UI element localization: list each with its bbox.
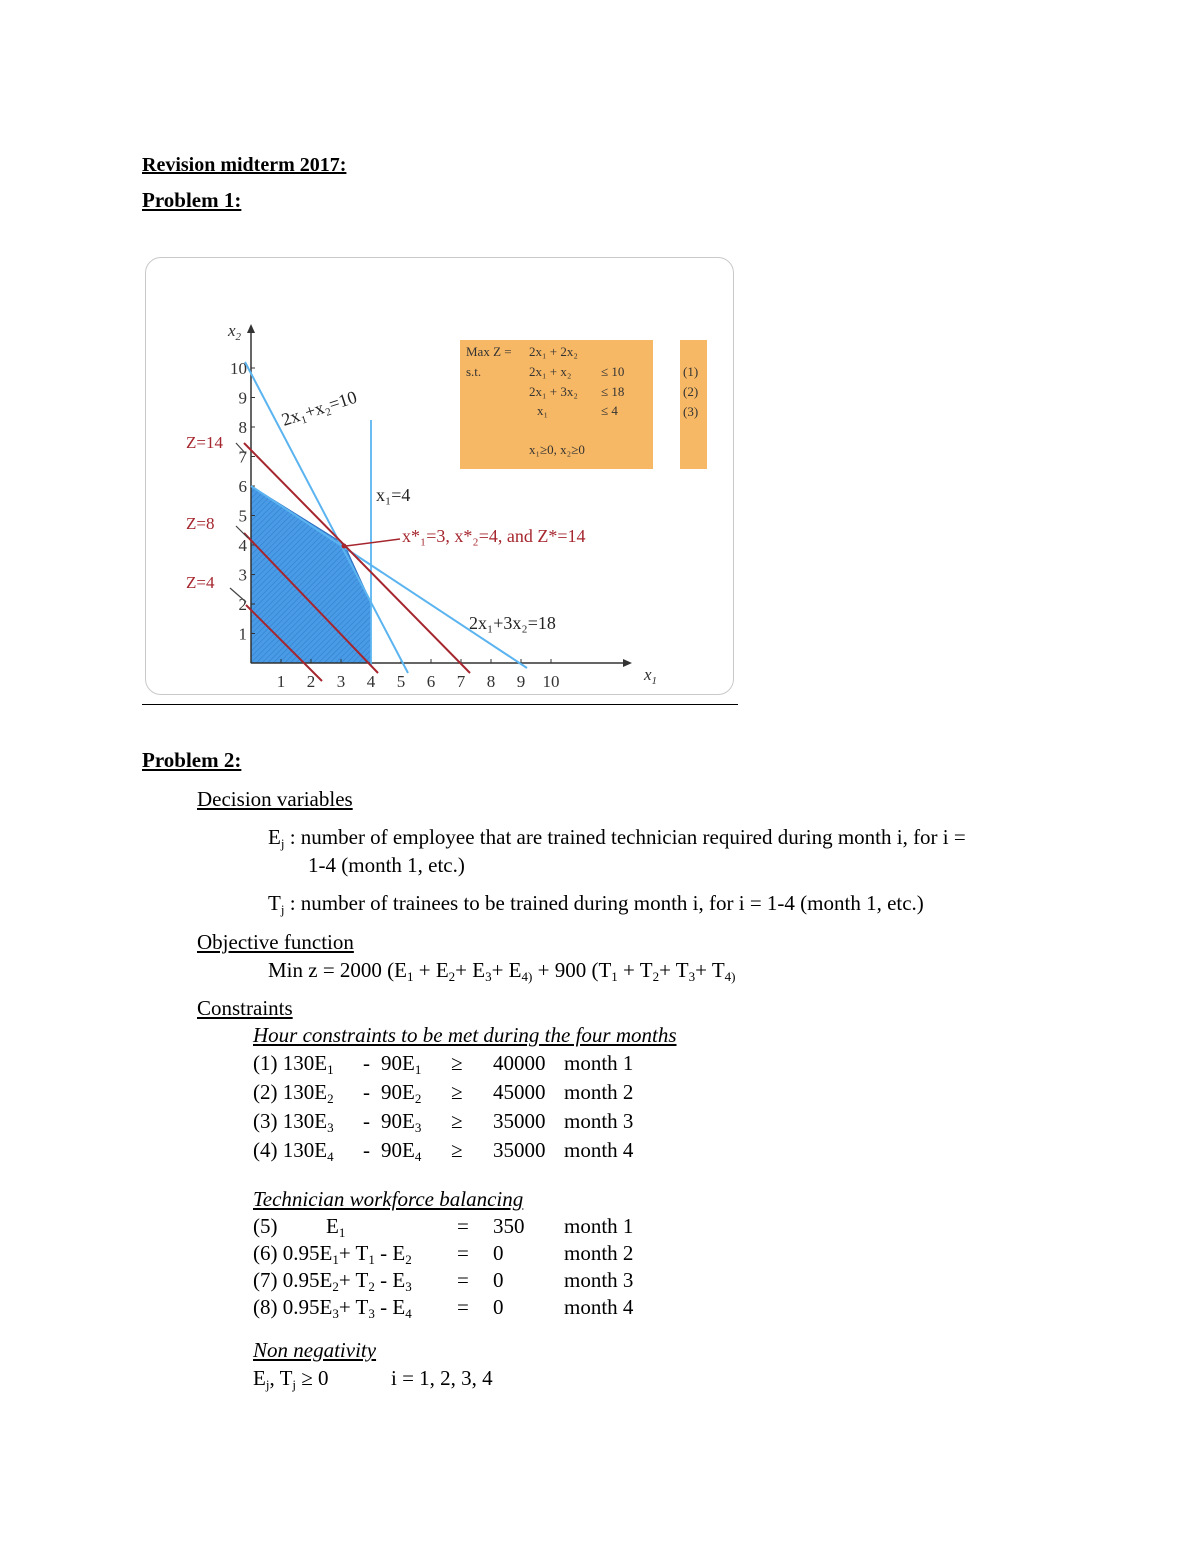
y-tick-label: 10 (230, 359, 247, 378)
svg-text:2x₁ + 3x₂: 2x₁ + 3x₂ (529, 384, 578, 399)
optimum-point (342, 544, 347, 549)
x-tick-label: 8 (486, 672, 496, 691)
equals-sign: = (457, 1214, 469, 1238)
x-tick-label: 3 (336, 672, 346, 691)
lhs-term: (4) $130E_4$ (253, 1138, 334, 1164)
y-tick-label: 2 (238, 595, 247, 614)
constraint-line-2-label: 2x₁+3x₂=18 (469, 613, 556, 633)
lp-graph-figure (145, 257, 734, 695)
optimum-label: x*₁=3, x*₂=4, and Z*=14 (402, 526, 586, 546)
svg-text:s.t.: s.t. (466, 364, 482, 379)
y-axis-label: $x_2$ (228, 321, 242, 343)
workforce-balancing-heading: Technician workforce balancing (253, 1187, 524, 1211)
month-label: month 2 (564, 1241, 634, 1265)
z4-label: Z=4 (186, 573, 215, 592)
svg-text:x₁: x₁ (537, 403, 549, 418)
non-negativity-constraint: $E_j$, $T_j \ge 0$ (253, 1366, 329, 1392)
y-tick-label: 5 (238, 506, 247, 526)
equals-sign: = (457, 1268, 469, 1292)
y-tick-label: 8 (238, 418, 247, 437)
x-tick-label: 4 (366, 672, 376, 691)
rhs-value: 35000 (493, 1109, 546, 1133)
hour-constraints-heading: Hour constraints to be met during the four months (253, 1023, 677, 1047)
svg-text:(1): (1) (683, 364, 699, 379)
minus-sign: - (363, 1109, 370, 1133)
rhs-term: $90E_3$ (381, 1109, 422, 1135)
svg-text:≤ 10: ≤ 10 (601, 364, 625, 379)
inequality-sign: ≥ (451, 1109, 463, 1133)
z8-label: Z=8 (186, 514, 215, 533)
objective-function-heading: Objective function (197, 930, 354, 954)
lhs-term: (7) $0.95E_2+ T_2 - E_3$ (253, 1268, 412, 1294)
rhs-value: 45000 (493, 1080, 546, 1104)
x-tick-label: 10 (542, 672, 560, 691)
rhs-term: $90E_2$ (381, 1080, 422, 1106)
constraint-line-3-label: x₁=4 (376, 485, 411, 505)
rhs-value: 0 (493, 1295, 504, 1319)
rhs-value: 40000 (493, 1051, 546, 1075)
svg-text:(3): (3) (683, 404, 699, 419)
svg-text:Max Z =: Max Z = (466, 344, 512, 359)
y-tick-label: 4 (238, 536, 247, 555)
x-axis-label: $x_1$ (644, 665, 658, 687)
rhs-term: $90E_4$ (381, 1138, 422, 1164)
y-tick-label: 1 (238, 624, 247, 644)
lhs-term: (8) $0.95E_3+ T_3 - E_4$ (253, 1295, 412, 1321)
x-tick-label: 9 (516, 672, 526, 691)
decision-variables-heading: Decision variables (197, 787, 353, 811)
inequality-sign: ≥ (451, 1138, 463, 1162)
lhs-term: (2) $130E_2$ (253, 1080, 334, 1106)
month-label: month 4 (564, 1295, 634, 1319)
x-tick-label: 2 (306, 672, 316, 691)
document-title: Revision midterm 2017: (142, 154, 347, 176)
y-axis-arrow (247, 324, 255, 333)
month-label: month 4 (564, 1138, 634, 1162)
x-tick-label: 7 (456, 672, 466, 691)
lhs-term: (3) $130E_3$ (253, 1109, 334, 1135)
svg-text:2x₁ + x₂: 2x₁ + x₂ (529, 364, 572, 379)
svg-text:2x₁ + 2x₂: 2x₁ + 2x₂ (529, 344, 578, 359)
optimum-pointer (346, 539, 400, 546)
problem-2-heading: Problem 2: (142, 748, 242, 772)
lhs-term: (6) $0.95E_1+ T_1 - E_2$ (253, 1241, 412, 1267)
inequality-sign: ≥ (451, 1051, 463, 1075)
rhs-term: $90E_1$ (381, 1051, 422, 1077)
rhs-value: 0 (493, 1241, 504, 1265)
lhs-term: $E_1$ (326, 1214, 346, 1240)
y-tick-label: 3 (238, 565, 247, 585)
x-tick-label: 1 (276, 672, 286, 691)
e-variable-definition-cont: 1-4 (month 1, etc.) (308, 853, 465, 877)
problem-1-heading: Problem 1: (142, 188, 242, 212)
x-axis-arrow (623, 659, 632, 667)
non-negativity-heading: Non negativity (253, 1338, 377, 1362)
rhs-value: 0 (493, 1268, 504, 1292)
lhs-term: (1) $130E_1$ (253, 1051, 334, 1077)
svg-text:(2): (2) (683, 384, 699, 399)
y-tick-label: 6 (238, 477, 247, 496)
objective-function: Min z = 2000 ($E_1 + E_2+ E_3+ E_{4)} + 900$ ($T_1 + T_2+ T_3+ T_{4)}$ (268, 958, 736, 984)
equals-sign: = (457, 1295, 469, 1319)
constraints-heading: Constraints (197, 996, 293, 1020)
y-tick-label: 7 (238, 447, 247, 467)
constraint-line-1-label: 2x₁+x₂=10 (279, 386, 360, 430)
month-label: month 1 (564, 1051, 634, 1075)
x-tick-group (277, 659, 560, 691)
svg-text:≤ 4: ≤ 4 (601, 403, 618, 418)
equals-sign: = (457, 1241, 469, 1265)
e-variable-definition: $E_j$ : number of employee that are trained technician required during month i, for i = (268, 825, 966, 851)
section-divider (142, 704, 738, 705)
svg-text:x₁≥0, x₂≥0: x₁≥0, x₂≥0 (529, 442, 585, 457)
month-label: month 3 (564, 1109, 634, 1133)
constraint-number: (5) (253, 1214, 278, 1238)
minus-sign: - (363, 1051, 370, 1075)
x-tick-label: 5 (396, 672, 406, 691)
month-label: month 1 (564, 1214, 634, 1238)
rhs-value: 35000 (493, 1138, 546, 1162)
x-tick-label: 6 (426, 672, 436, 691)
month-label: month 3 (564, 1268, 634, 1292)
t-variable-definition: $T_j$ : number of trainees to be trained during month i, for i = 1-4 (month 1, etc.) (268, 891, 924, 917)
rhs-value: 350 (493, 1214, 525, 1238)
month-label: month 2 (564, 1080, 634, 1104)
inequality-sign: ≥ (451, 1080, 463, 1104)
svg-text:≤ 18: ≤ 18 (601, 384, 625, 399)
z14-label: Z=14 (186, 433, 223, 452)
y-tick-label: 9 (238, 388, 247, 408)
non-negativity-range: i = 1, 2, 3, 4 (391, 1366, 493, 1390)
minus-sign: - (363, 1138, 370, 1162)
minus-sign: - (363, 1080, 370, 1104)
